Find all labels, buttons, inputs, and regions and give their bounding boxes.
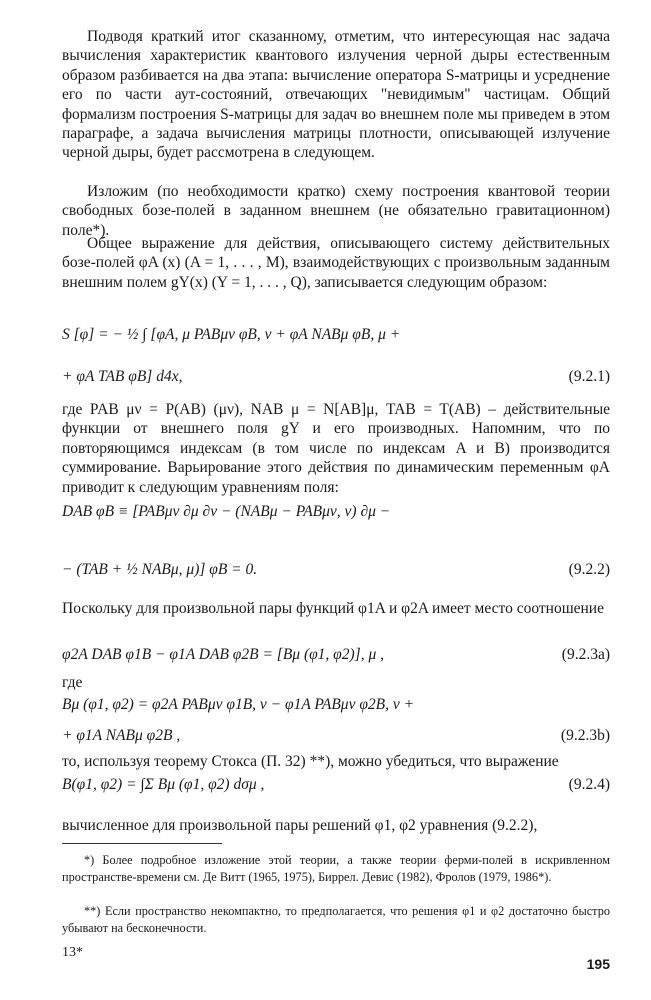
printer-signature: 13* — [62, 945, 83, 960]
footnote-divider — [62, 843, 222, 844]
paragraph-action: Общее выражение для действия, описывающего систему действительных бозе-полей φA (x) (A = 1, . . . , M), взаимодействующих с произвольным заданным внешним полем gY(x) (Y = 1, . . . , Q), записывается следующим образом: — [62, 235, 610, 291]
equation-9-2-1-line1: S [φ] = − ½ ∫ [φA, μ PABμν φB, ν + φA NABμ φB, μ + — [62, 326, 401, 343]
equation-number-9-2-2: (9.2.2) — [568, 561, 610, 578]
equation-9-2-2-line2: − (TAB + ½ NABμ, μ)] φB = 0. — [62, 561, 258, 578]
equation-9-2-3b-line1: Bμ (φ1, φ2) = φ2A PABμν φ1B, ν − φ1A PABμν φ2B, ν + — [62, 696, 415, 713]
paragraph-pair: Поскольку для произвольной пары функций φ1A и φ2A имеет место соотношение — [62, 600, 604, 617]
paragraph-where-2: где — [62, 674, 83, 691]
equation-9-2-1-line2: + φA TAB φB] d4x, — [62, 368, 183, 385]
equation-number-9-2-1: (9.2.1) — [568, 368, 610, 385]
page-number: 195 — [586, 956, 610, 972]
paragraph-solutions: вычисленное для произвольной пары решений φ1, φ2 уравнения (9.2.2), — [62, 817, 538, 834]
equation-number-9-2-4: (9.2.4) — [568, 776, 610, 793]
paragraph-stokes: то, используя теорему Стокса (П. 32) **), можно убедиться, что выражение — [62, 753, 559, 770]
equation-number-9-2-3a: (9.2.3a) — [561, 646, 610, 663]
paragraph-scheme: Изложим (по необходимости кратко) схему построения квантовой теории свободных бозе-полей в заданном внешнем (не обязательно гравитационном) поле*). — [62, 183, 610, 239]
equation-9-2-4: B(φ1, φ2) = ∫Σ Bμ (φ1, φ2) dσμ , — [62, 776, 265, 793]
equation-9-2-3a: φ2A DAB φ1B − φ1A DAB φ2B = [Bμ (φ1, φ2)], μ , — [62, 646, 384, 663]
paragraph-intro: Подводя краткий итог сказанному, отметим, что интересующая нас задача вычисления характеристик квантового излучения черной дыры естественным образом разбивается на два этапа: вычисление оператора S-матрицы и усреднение его по части аут-состояний, отвечающих "невидимым" частицам. Общий формализм построения S-матрицы для задач во внешнем поле мы приведем в этом параграфе, а задача вычисления матрицы плотности, описывающей излучение черной дыры, будет рассмотрена в следующем. — [62, 28, 611, 162]
equation-9-2-3b-line2: + φ1A NABμ φ2B , — [62, 727, 181, 744]
equation-number-9-2-3b: (9.2.3b) — [560, 727, 610, 744]
footnote-2: **) Если пространство некомпактно, то предполагается, что решения φ1 и φ2 достаточно быстро убывают на бесконечности. — [62, 904, 610, 935]
equation-9-2-2-line1: DAB φB ≡ [PABμν ∂μ ∂ν − (NABμ − PABμν, ν) ∂μ − — [62, 503, 391, 520]
footnote-1: *) Более подробное изложение этой теории, а также теории ферми-полей в искривленном пространстве-времени см. Де Витт (1965, 1975), Биррел. Девис (1982), Фролов (1979, 1986*). — [62, 853, 610, 884]
paragraph-where-1: где PAB μν = P(AB) (μν), NAB μ = N[AB]μ, TAB = T(AB) – действительные функции от внешнего поля gY и его производных. Напомним, что по повторяющимся индексам (в том числе по индексам A и B) производится суммирование. Варьирование этого действия по динамическим переменным φA приводит к следующим уравнениям поля: — [62, 401, 610, 496]
